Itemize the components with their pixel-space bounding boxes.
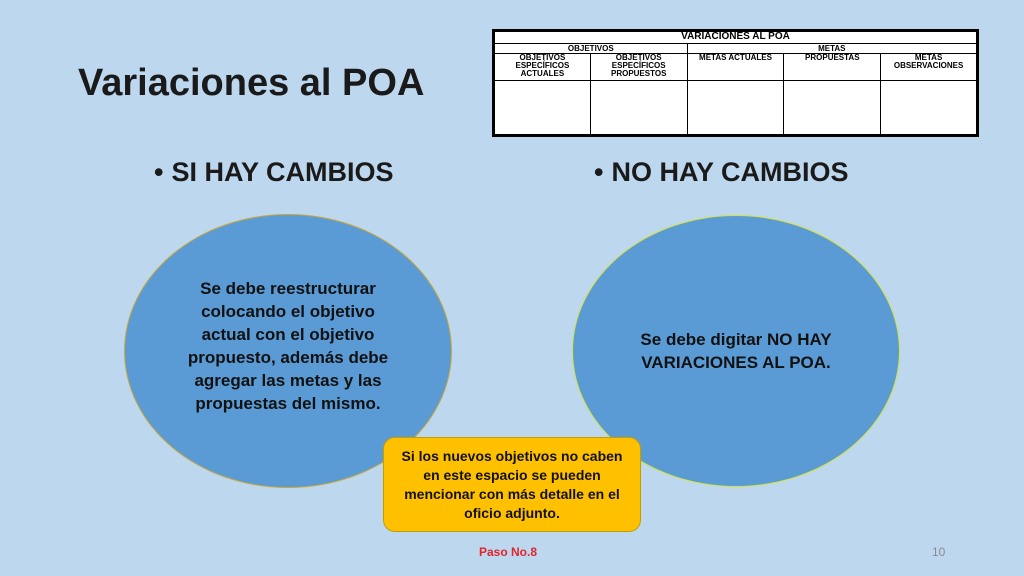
bullet-si-hay-cambios <box>154 157 394 188</box>
bullet-no-hay-cambios <box>594 157 849 188</box>
ellipse-right-text: Se debe digitar NO HAY VARIACIONES AL POA. <box>640 330 832 372</box>
table-cell <box>590 80 687 135</box>
note-callout <box>383 437 641 532</box>
poa-variations-table <box>492 29 979 137</box>
bullet-dot-icon: • <box>594 157 604 187</box>
table-col-objetivos-propuestos: OBJETIVOS ESPECÍFICOS PROPUESTOS <box>590 54 687 81</box>
table-cell <box>687 80 784 135</box>
bullet-label: NO HAY CAMBIOS <box>611 157 849 187</box>
note-text: Si los nuevos objetivos no caben en este espacio se pueden mencionar con más detalle en el oficio adjunto. <box>401 447 623 521</box>
page-number: 10 <box>932 545 946 559</box>
table-col-objetivos-actuales: OBJETIVOS ESPECÍFICOS ACTUALES <box>494 54 591 81</box>
table-title: VARIACIONES AL POA <box>494 31 978 44</box>
bullet-label: SI HAY CAMBIOS <box>171 157 394 187</box>
table-group-objetivos: OBJETIVOS <box>494 43 688 54</box>
footer-step-label: Paso No.8 <box>479 545 538 559</box>
table-group-metas: METAS <box>687 43 977 54</box>
table-col-propuestas: PROPUESTAS <box>784 54 881 81</box>
table-cell <box>494 80 591 135</box>
slide-title: Variaciones al POA <box>78 62 425 104</box>
table-col-observaciones: METAS OBSERVACIONES <box>881 54 978 81</box>
table-cell <box>784 80 881 135</box>
table-cell <box>881 80 978 135</box>
bullet-dot-icon: • <box>154 157 164 187</box>
ellipse-left-text: Se debe reestructurar colocando el objetivo actual con el objetivo propuesto, además debe agregar las metas y las propuestas del mismo. <box>187 279 389 413</box>
table-col-metas-actuales: METAS ACTUALES <box>687 54 784 81</box>
